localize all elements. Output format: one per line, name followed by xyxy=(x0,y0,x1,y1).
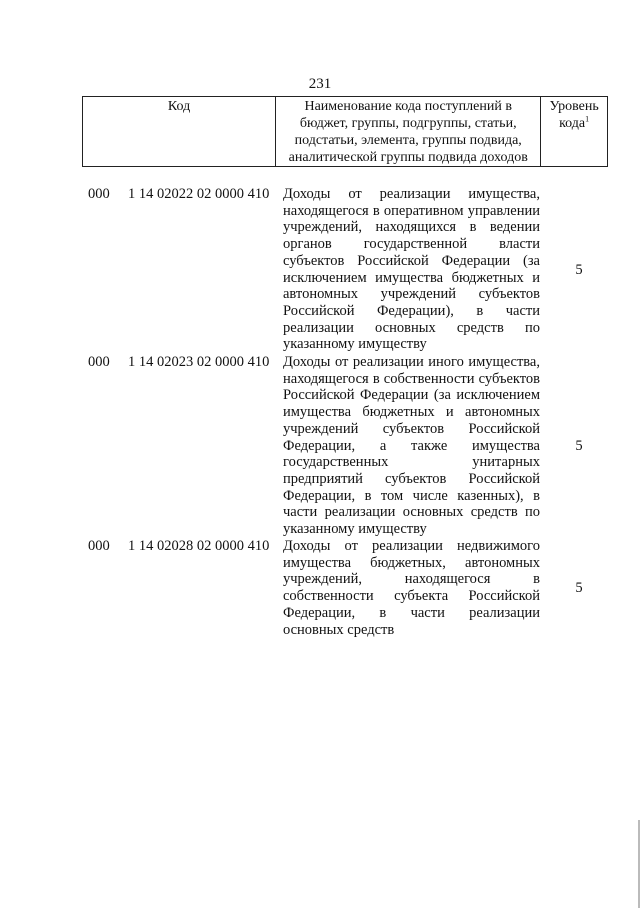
table-row xyxy=(0,354,640,538)
header-code: Код xyxy=(83,97,276,167)
income-code: 1 14 02022 02 0000 410 xyxy=(128,186,270,202)
income-code: 1 14 02023 02 0000 410 xyxy=(128,354,270,370)
code-level: 5 xyxy=(575,580,583,596)
admin-code: 000 xyxy=(88,354,110,370)
table-body xyxy=(0,186,640,648)
table-row xyxy=(0,186,640,354)
header-level-label: Уровень кода xyxy=(549,99,599,131)
table-row xyxy=(0,538,640,648)
income-name: Доходы от реализации имущества, находящегося в оперативном управлении учреждений, находящихся в ведении органов государственной власти субъектов Российской Федерации (за исключением имущества бюджетных и автономных учреждений субъектов Российской Федерации), в части реализации основных средств по указанному имуществу xyxy=(283,186,540,353)
income-code: 1 14 02028 02 0000 410 xyxy=(128,538,270,554)
admin-code: 000 xyxy=(88,538,110,554)
income-name: Доходы от реализации недвижимого имущества бюджетных, автономных учреждений, находящегося в собственности субъекта Российской Федерации, в части реализации основных средств xyxy=(283,538,540,638)
income-name: Доходы от реализации иного имущества, находящегося в собственности субъектов Российской Федерации (за исключением имущества бюджетных и автономных учреждений субъектов Российской Федерации, а также имущества государственных унитарных предприятий субъектов Российской Федерации, в том числе казенных), в части реализации основных средств по указанному имуществу xyxy=(283,354,540,538)
page-number: 231 xyxy=(308,76,332,92)
header-name: Наименование кода поступлений в бюджет, группы, подгруппы, статьи, подстатьи, элемента, группы подвида, аналитической группы подвида доходов xyxy=(276,97,541,167)
code-level: 5 xyxy=(575,262,583,278)
admin-code: 000 xyxy=(88,186,110,202)
header-level-footnote: 1 xyxy=(585,114,590,124)
table-header xyxy=(82,96,608,167)
code-level: 5 xyxy=(575,438,583,454)
header-level xyxy=(541,97,608,167)
